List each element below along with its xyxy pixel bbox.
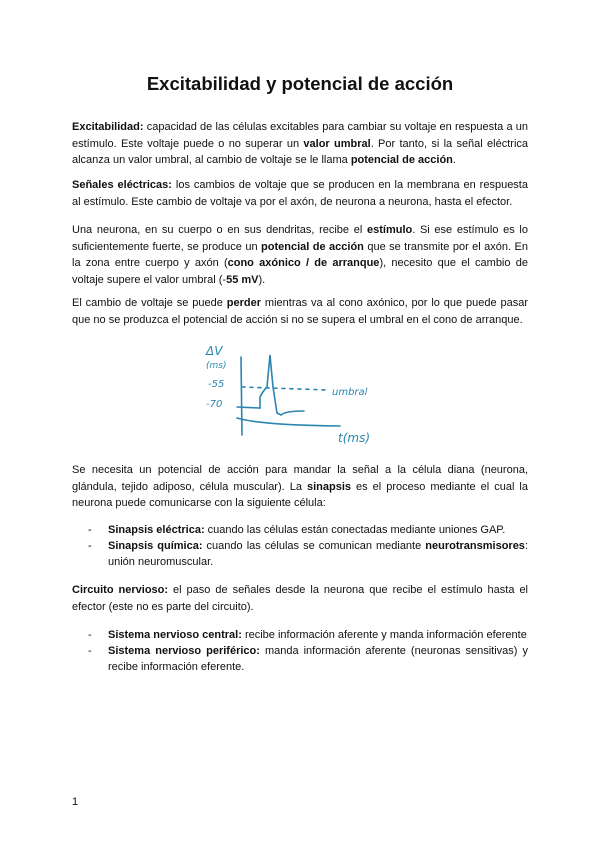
bold-term: sinapsis <box>306 480 351 493</box>
sketch-x-axis <box>237 418 340 426</box>
bold-term: cono axónico / de arranque <box>227 257 380 270</box>
paragraph-senales-electricas <box>72 177 528 210</box>
list-item <box>88 522 528 538</box>
bold-term: Sinapsis química: <box>108 540 203 552</box>
text-run: los cambios de voltaje que se producen en la membrana en respuesta al estímulo. Este cambio de voltaje va por el axón, de neurona a neurona, hasta el efector. <box>72 179 528 208</box>
list-item <box>88 627 528 643</box>
text-run: Se necesita un potencial de acción para mandar la señal a la célula diana (neurona, glándula, tejido adiposo, célula muscular). La <box>72 464 528 493</box>
bold-term: valor umbral <box>303 137 371 150</box>
text-run: el paso de señales desde la neurona que recibe el estímulo hasta el efector (este no es parte del circuito). <box>72 584 528 613</box>
sketch-x-label: t(ms) <box>338 431 371 445</box>
text-run: es el proceso mediante el cual la neurona puede comunicarse con la siguiente célula: <box>72 480 528 510</box>
text-run: cuando las células están conectadas mediante uniones GAP. <box>204 524 506 536</box>
text-run: El cambio de voltaje se puede <box>72 297 227 309</box>
sketch-tick-55: -55 <box>208 379 225 390</box>
bold-term: neurotransmisores <box>425 540 525 552</box>
bold-term: potencial de acción <box>261 240 364 253</box>
bold-term: Sistema nervioso central: <box>108 629 242 641</box>
sinapsis-list <box>88 522 528 570</box>
text-run: : unión neuromuscular. <box>108 540 528 568</box>
list-item <box>88 643 528 675</box>
page-number: 1 <box>72 796 79 808</box>
text-run: que se transmite por el axón. En la zona entre cuerpo y axón ( <box>72 240 528 270</box>
paragraph-circuito-nervioso <box>72 582 528 615</box>
text-run: . Por tanto, si la señal eléctrica alcanza un valor umbral, al cambio de voltaje se le llama <box>72 137 529 167</box>
bold-term: Sinapsis eléctrica: <box>108 524 205 536</box>
text-run: cuando las células se comunican mediante <box>202 540 426 552</box>
bold-term: Señales eléctricas: <box>72 179 172 191</box>
bold-term: estímulo <box>366 224 413 236</box>
bold-term: Circuito nervioso: <box>72 584 169 596</box>
sketch-y-axis <box>241 357 242 435</box>
text-run: ). <box>258 273 266 286</box>
action-potential-sketch <box>200 335 400 455</box>
text-run: ), necesito que el cambio de voltaje supere el valor umbral (- <box>72 257 528 286</box>
paragraph-excitabilidad <box>72 119 528 169</box>
sketch-tick-70: -70 <box>206 399 223 410</box>
sketch-threshold-label: umbral <box>332 387 368 398</box>
bold-term: Sistema nervioso periférico: <box>108 645 260 657</box>
sketch-action-potential-curve <box>237 355 304 415</box>
text-run: . Si ese estímulo es lo suficientemente fuerte, se produce un <box>72 224 528 253</box>
sketch-y-label: ΔV <box>206 344 223 358</box>
paragraph-sinapsis <box>72 462 528 512</box>
text-run: . <box>452 154 456 167</box>
text-run: mientras va al cono axónico, por lo que puede pasar que no se produzca el potencial de acción si no se supera el umbral en el cono de arranque. <box>72 297 528 326</box>
bold-term: perder <box>226 297 262 309</box>
list-item <box>88 538 528 570</box>
bold-term: 55 mV <box>226 273 259 286</box>
sketch-y-unit: (ms) <box>206 361 227 371</box>
bold-term: potencial de acción <box>350 154 453 167</box>
sketch-threshold-line <box>242 387 328 390</box>
paragraph-perdida-voltaje <box>72 295 528 328</box>
text-run: Una neurona, en su cuerpo o en sus dendritas, recibe el <box>72 224 367 236</box>
sistema-nervioso-list <box>88 627 528 675</box>
text-run: recibe información aferente y manda información eferente <box>241 629 527 641</box>
page-title: Excitabilidad y potencial de acción <box>146 73 454 94</box>
paragraph-neurona <box>72 222 528 288</box>
text-run: capacidad de las células excitables para cambiar su voltaje en respuesta a un estímulo. Este voltaje puede o no superar un <box>72 121 528 150</box>
bold-term: Excitabilidad: <box>72 121 144 133</box>
text-run: manda información aferente (neuronas sensitivas) y recibe información eferente. <box>108 645 528 673</box>
